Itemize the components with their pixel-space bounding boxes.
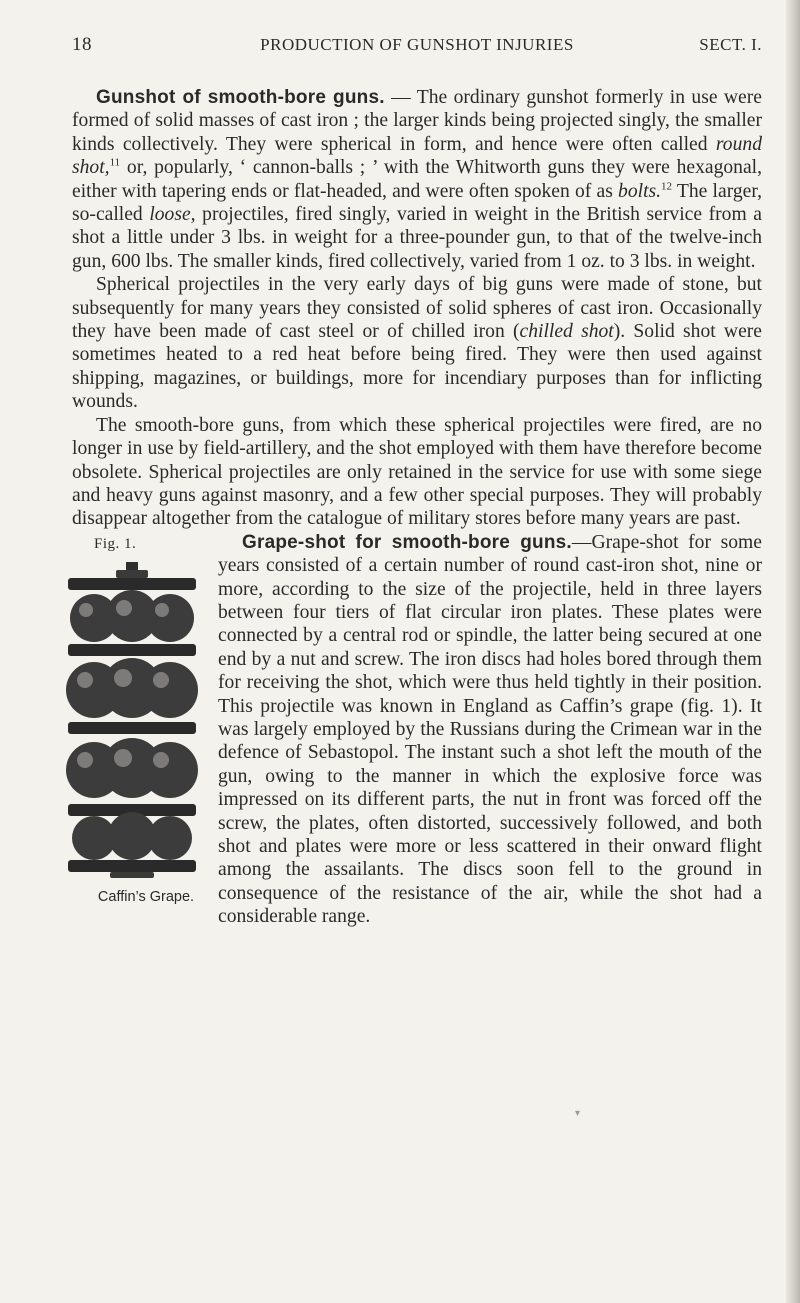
running-title: PRODUCTION OF GUNSHOT INJURIES bbox=[260, 35, 574, 54]
figure-caption: Caffin’s Grape. bbox=[97, 889, 195, 906]
caffins-grape-illustration bbox=[64, 556, 200, 882]
running-header bbox=[72, 34, 762, 58]
body-text bbox=[72, 86, 762, 929]
paragraph-gunshot: Gunshot of smooth-bore guns. — The ordinary gunshot formerly in use were formed of solid masses of cast iron ; the larger kinds being projected singly, the smaller kinds collectively. They were spherical in form, and hence were often called round shot,$^{11}$ or, popularly, ‘ cannon-balls ; ’ with the Whitworth guns they were hexagonal, either with tapering ends or flat-headed, and were often spoken of as bolts.$^{12}$ The larger, so-called loose, projectiles, fired singly, varied in weight in the British service from a shot a little under 3 lbs. in weight for a three-pounder gun, to that of the twelve-inch gun, 600 lbs. The smaller kinds, fired collectively, varied from 1 oz. to 3 lbs. in weight. bbox=[72, 87, 762, 272]
page-number: 18 bbox=[72, 34, 92, 55]
paragraph-smooth-bore: The smooth-bore guns, from which these spherical projectiles were fired, are no longer in use by field-artillery, and the shot employed with them have therefore become obsolete. Spherical projectiles are only retained in the service for use with some siege and heavy guns against masonry, and a few other special purposes. They will probably disappear altogether from the catalogue of military stores before many years are past. bbox=[72, 414, 762, 530]
figure-1 bbox=[64, 533, 204, 910]
paragraph-spherical: Spherical projectiles in the very early days of big guns were made of stone, but subsequently for many years they consisted of solid spheres of cast iron. Occasionally they have been made of cast steel or of chilled iron (chilled shot). Solid shot were sometimes heated to a red heat before being fired. They were then used against shipping, magazines, or buildings, more for incendiary purposes than for inflicting wounds. bbox=[72, 274, 762, 413]
printer-mark: ▾ bbox=[575, 1108, 581, 1119]
section-heading: Gunshot of smooth-bore guns. bbox=[96, 87, 385, 108]
page-edge bbox=[786, 0, 800, 1303]
footnote-ref-12: 12 bbox=[661, 180, 673, 193]
figure-label: Fig. 1. bbox=[94, 535, 137, 552]
section-heading: Grape-shot for smooth-bore guns. bbox=[242, 531, 572, 553]
section-label: SECT. I. bbox=[699, 35, 762, 54]
footnote-ref-11: 11 bbox=[109, 156, 121, 169]
paragraph-grape-shot: Grape-shot for smooth-bore guns. Fig. 1. Caffin’s Grape. —Grape-shot for some years consisted of a certain number of round cast-iron shot, nine or more, according to the size of the projectile, held in three layers between four tiers of flat circular iron plates. These plates were connected by a central rod or spindle, the latter being secured at one end by a nut and screw. The iron discs had holes bored through them for receiving the shot, which were thus held tightly in their position. This projectile was known in England as Caffin’s grape (fig. 1). It was largely employed by the Russians during the Crimean war in the defence of Sebastopol. The instant such a shot left the mouth of the gun, owing to the manner in which the explosive force was impressed on its different parts, the nut in front was forced off the screw, the plates, often distorted, successively followed, and both shot and plates were more or less scattered in their onward flight among the assailants. The discs soon fell to the ground in consequence of the resistance of the air, while the shot had a considerable range. bbox=[72, 531, 762, 929]
